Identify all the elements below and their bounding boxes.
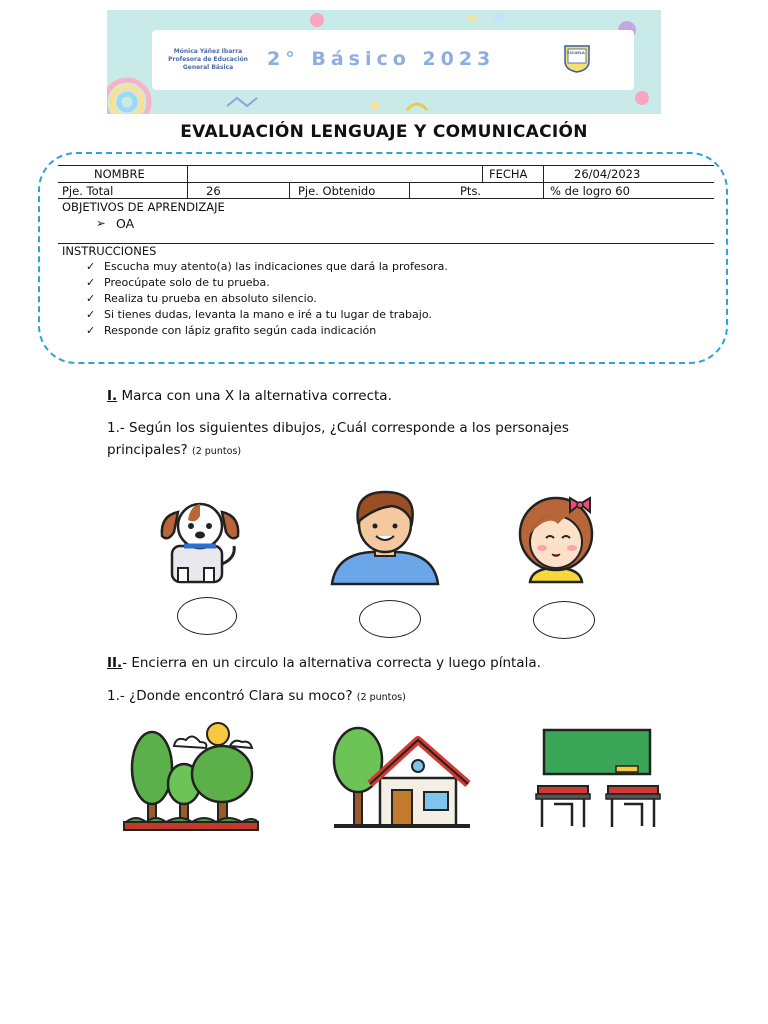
forest-icon[interactable] [122, 722, 260, 832]
nombre-label: NOMBRE [94, 167, 145, 181]
instruction-text: Escucha muy atento(a) las indicaciones que dará la profesora. [104, 260, 448, 273]
pje-obtenido-label: Pje. Obtenido [298, 184, 376, 198]
fecha-label: FECHA [489, 167, 528, 181]
teacher-info [152, 48, 264, 72]
check-icon: ✓ [86, 324, 96, 337]
pje-total-label: Pje. Total [62, 184, 114, 198]
answer-oval-dog[interactable] [177, 597, 237, 635]
section-1-numeral: I. [107, 388, 118, 404]
check-icon: ✓ [86, 276, 96, 289]
dog-icon [158, 500, 242, 586]
logro-label: % de logro 60 [550, 184, 630, 198]
classroom-icon[interactable] [532, 728, 664, 830]
nombre-field[interactable] [190, 166, 478, 181]
section-2-text: - Encierra en un circulo la alternativa correcta y luego píntala. [122, 655, 541, 671]
girl-icon [508, 496, 604, 584]
house-icon[interactable] [332, 726, 472, 830]
section-2-numeral: II. [107, 655, 123, 671]
table-line [409, 182, 410, 198]
table-line [58, 198, 714, 199]
table-line [289, 182, 290, 198]
fecha-value: 26/04/2023 [574, 167, 641, 181]
instrucciones-label: INSTRUCCIONES [62, 244, 157, 258]
table-line [58, 182, 714, 183]
course-title: 2° Básico 2023 [267, 48, 496, 70]
instruction-item [86, 292, 317, 305]
section-1-heading [107, 388, 392, 404]
teacher-role: Profesora de Educación [168, 56, 248, 63]
question-1-points: (2 puntos) [192, 446, 242, 457]
instruction-item [86, 260, 448, 273]
boy-icon [330, 490, 440, 586]
instruction-item [86, 324, 376, 337]
oa-value: OA [116, 216, 135, 231]
check-icon: ✓ [86, 308, 96, 321]
pje-total-value: 26 [206, 184, 221, 198]
table-line [187, 165, 188, 198]
objetivos-label: OBJETIVOS DE APRENDIZAJE [62, 200, 225, 214]
instruction-text: Si tienes dudas, levanta la mano e iré a tu lugar de trabajo. [104, 308, 432, 321]
oa-bullet: ➢ [96, 216, 106, 230]
seal-text: ESCUELA [567, 51, 585, 55]
instruction-text: Preocúpate solo de tu prueba. [104, 276, 270, 289]
section-1-text: Marca con una X la alternativa correcta. [121, 388, 392, 404]
answer-oval-boy[interactable] [359, 600, 421, 638]
table-line [543, 165, 544, 198]
instruction-item [86, 276, 270, 289]
section-2-heading [107, 655, 541, 671]
instruction-text: Realiza tu prueba en absoluto silencio. [104, 292, 317, 305]
question-1-line2 [107, 442, 241, 458]
question-2-points: (2 puntos) [356, 692, 406, 703]
school-seal-logo [562, 43, 592, 73]
teacher-role-2: General Básica [182, 64, 234, 71]
page-title: EVALUACIÓN LENGUAJE Y COMUNICACIÓN [180, 122, 588, 142]
question-2 [107, 688, 406, 704]
table-line [482, 165, 483, 182]
answer-oval-girl[interactable] [533, 601, 595, 639]
header-banner [107, 10, 661, 114]
instruction-item [86, 308, 432, 321]
question-1-text: principales? [107, 442, 188, 458]
question-1-line1: 1.- Según los siguientes dibujos, ¿Cuál corresponde a los personajes [107, 420, 569, 436]
pts-label: Pts. [460, 184, 482, 198]
instruction-text: Responde con lápiz grafito según cada indicación [104, 324, 377, 337]
check-icon: ✓ [86, 292, 96, 305]
teacher-name: Mónica Yáñez Ibarra [173, 48, 243, 55]
question-2-text: 1.- ¿Donde encontró Clara su moco? [107, 688, 353, 704]
check-icon: ✓ [86, 260, 96, 273]
